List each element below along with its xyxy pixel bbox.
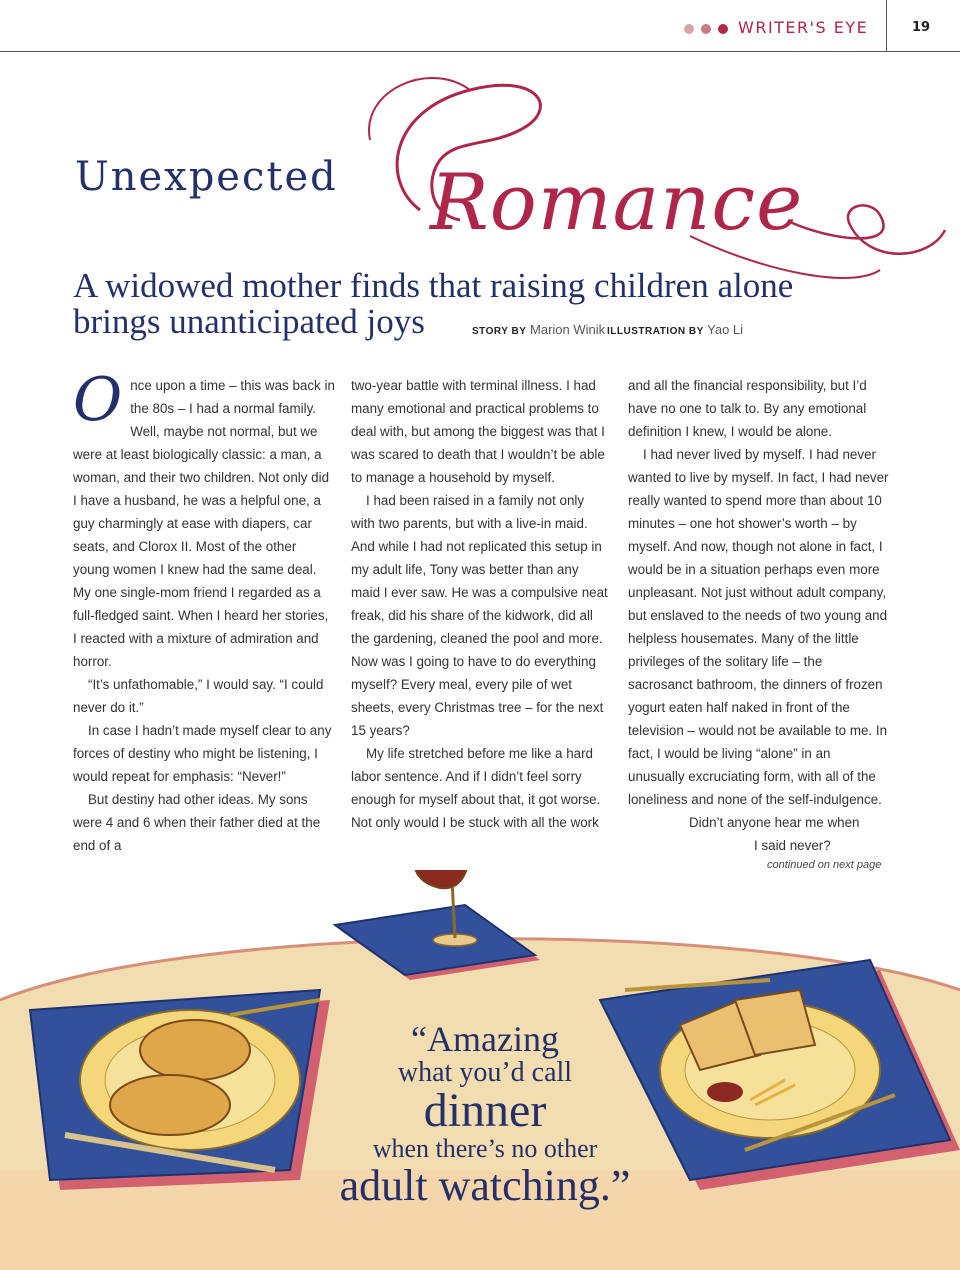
paragraph: In case I hadn’t made myself clear to any forces of destiny who might be listening, I would repeat for emphasis: “Never!” <box>73 723 332 784</box>
page-number: 19 <box>912 20 931 35</box>
pull-quote-line: “Amazing <box>411 1019 559 1059</box>
paragraph: I had been raised in a family not only with two parents, but with a live-in maid. And while I had not replicated this setup in my adult life, Tony was better than any maid I ever saw. He was a compulsive neat freak, did his share of the kidwork, did all the gardening, cleaned the pool and more. Now was I going to have to do everything myself? Every meal, every pile of wet sheets, every Christmas tree – for the next 15 years? <box>351 493 608 738</box>
paragraph <box>73 365 335 673</box>
waffle-plate <box>80 1010 300 1150</box>
drop-cap: O <box>73 365 123 435</box>
closing-line: I said never? <box>754 838 831 853</box>
body-column-2 <box>351 374 609 834</box>
paragraph: two-year battle with terminal illness. I had many emotional and practical problems to deal with, but among the biggest was that I was scared to death that I wouldn’t be able to manage a household by myself. <box>351 378 605 485</box>
body-column-3 <box>628 374 890 857</box>
paragraph: and all the financial responsibility, but I’d have no one to talk to. By any emotional definition I knew, I would be alone. <box>628 378 867 439</box>
story-author: Marion Winik <box>530 322 606 337</box>
waffle-icon <box>110 1075 230 1135</box>
pull-quote-line: what you’d call <box>397 1057 573 1088</box>
body-column-1 <box>73 365 335 857</box>
ketchup-icon <box>707 1082 743 1102</box>
illustrator: Yao Li <box>707 322 744 337</box>
paragraph: “It’s unfathomable,” I would say. “I could never do it.” <box>73 677 324 715</box>
paragraph: My life stretched before me like a hard labor sentence. And if I didn’t feel sorry enough for myself about that, it got worse. Not only would I be stuck with all the work <box>351 746 601 830</box>
title-romance: Romance <box>430 158 804 248</box>
closing-line: Didn’t anyone hear me when <box>689 815 860 830</box>
waffle-icon <box>140 1020 250 1080</box>
paragraph: But destiny had other ideas. My sons were 4 and 6 when their father died at the end of a <box>73 792 321 853</box>
continued-note: continued on next page <box>767 859 882 871</box>
paragraph-text: nce upon a time – this was back in the 80s – I had a normal family. Well, maybe not normal, but we were at least biologically classic: a man, a woman, and their two children. Not only did I have a husband, he was a helpful one, a guy charmingly at ease with diapers, car seats, and Clorox II. Most of the other young women I knew had the same deal. My one single-mom friend I regarded as a full-fledged saint. When I heard her stories, I reacted with a mixture of admiration and horror. <box>73 378 335 669</box>
title-unexpected: Unexpected <box>75 154 338 200</box>
pull-quote-line: dinner <box>423 1084 547 1137</box>
pull-quote-line: adult watching.” <box>339 1161 631 1210</box>
paragraph: I had never lived by myself. I had never wanted to live by myself. In fact, I had never really wanted to spend more than about 10 minutes – one hot shower’s worth – by myself. And now, though not alone in fact, I would be in a situation perhaps even more unpleasant. Not just without adult company, but enslaved to the needs of two young and helpless housemates. Many of the little privileges of the solitary life – the sacrosanct bathroom, the dinners of frozen yogurt eaten half naked in front of the television – would not be available to me. In fact, I would be living “alone” in an unusually excruciating form, with all of the loneliness and none of the self-indulgence. <box>628 447 889 807</box>
illustration-credit <box>607 322 743 337</box>
section-label: WRITER'S EYE <box>738 18 869 37</box>
subtitle-text: A widowed mother finds that raising children alone brings unanticipated joys <box>73 266 794 341</box>
pull-quote-line: when there’s no other <box>372 1134 598 1163</box>
story-label: STORY BY <box>472 326 527 337</box>
pull-quote <box>320 1020 650 1208</box>
story-credit <box>472 322 605 337</box>
illustration-label: ILLUSTRATION BY <box>607 326 704 337</box>
